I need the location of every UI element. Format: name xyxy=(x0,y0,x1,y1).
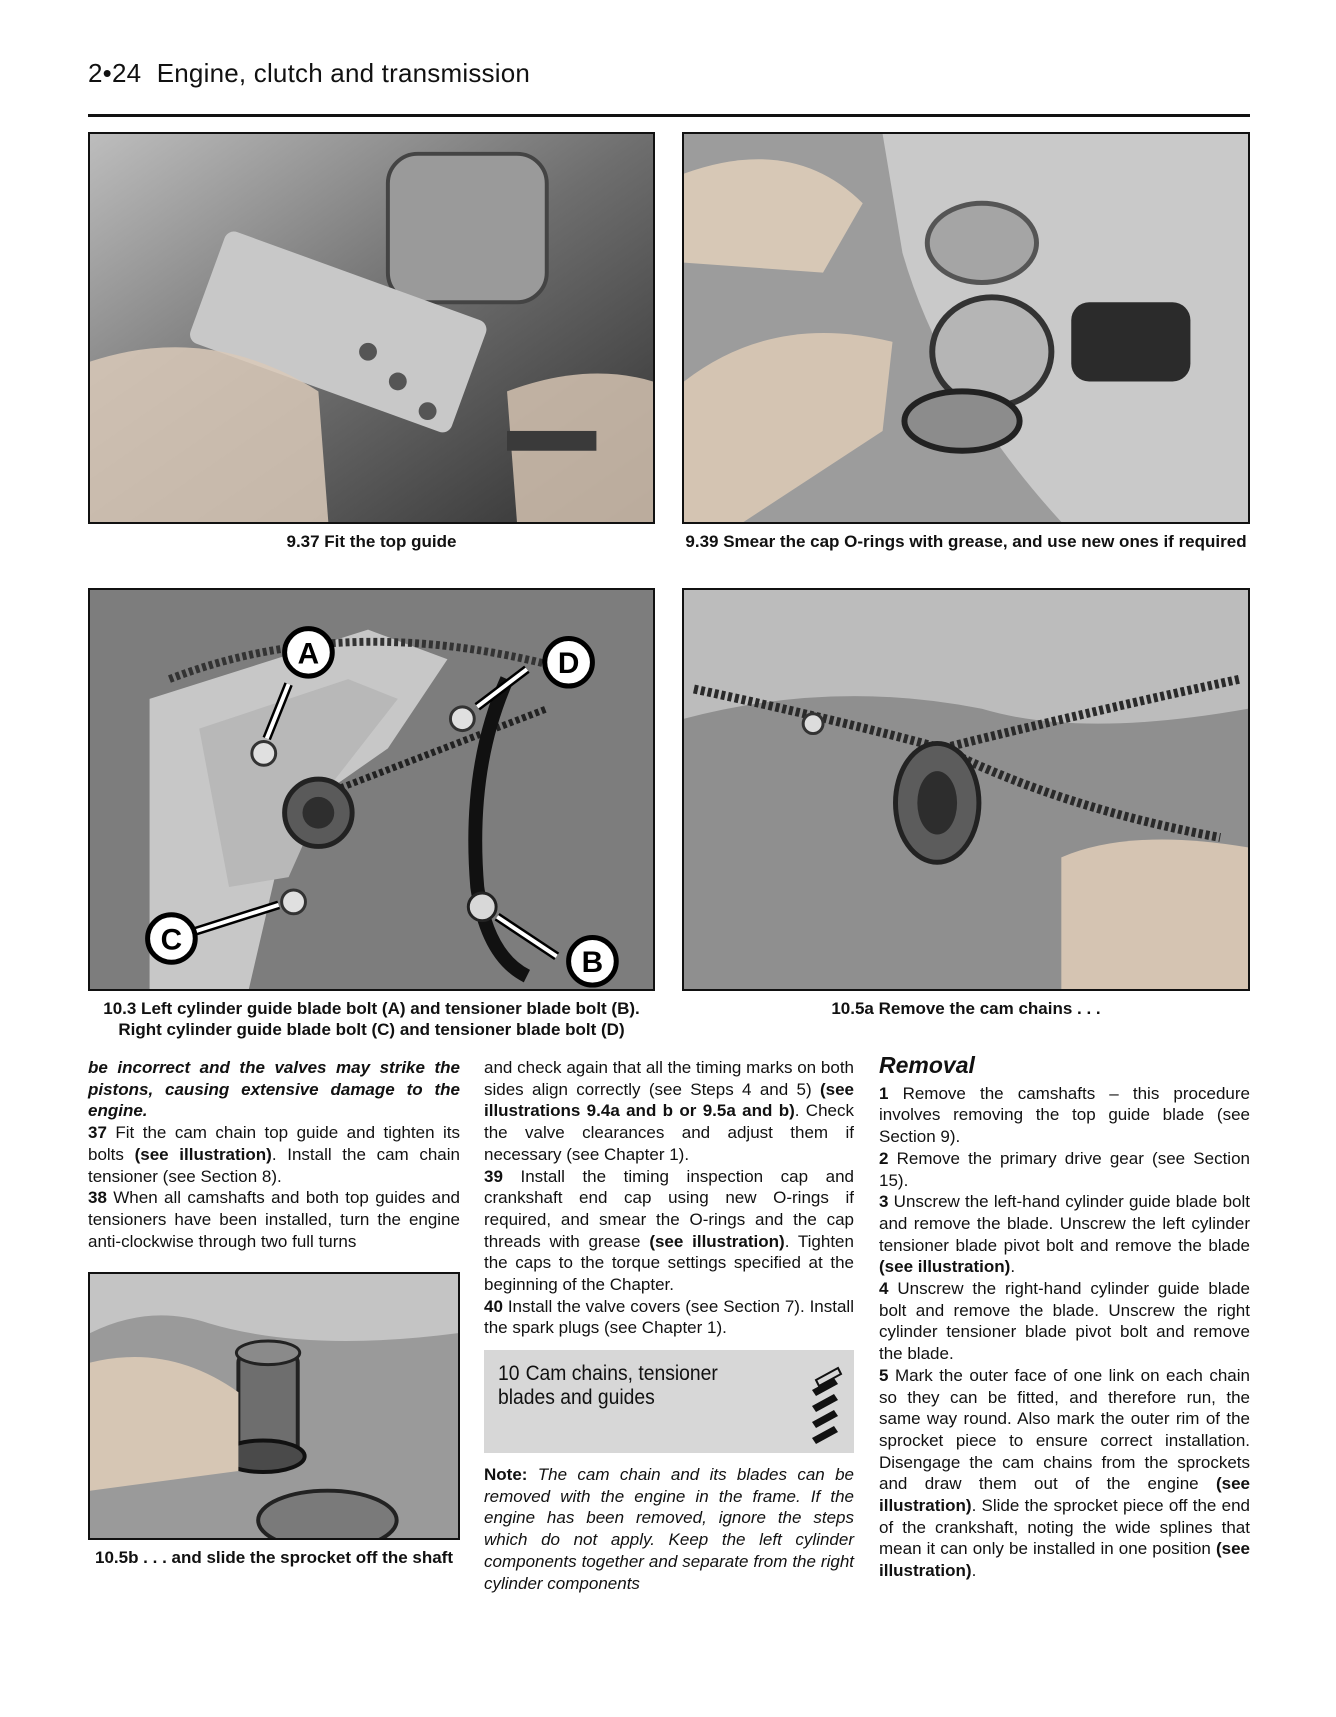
callout-d: D xyxy=(557,647,580,681)
step-39: 39 Install the timing inspection cap and crankshaft end cap using new O-rings if required, and smear the O-rings and the cap threads with grease (see illustration). Tighten the caps to the torque settings specified at the beginning of the Chapter. xyxy=(484,1166,854,1295)
text-column-2 xyxy=(484,1057,854,1339)
note-paragraph xyxy=(484,1464,854,1594)
note-label: Note: xyxy=(484,1465,528,1484)
caption-10-5a: 10.5a Remove the cam chains . . . xyxy=(831,999,1101,1018)
page-header xyxy=(88,58,530,89)
note-text: The cam chain and its blades can be removed with the engine in the frame. If the engine has been removed, ignore the steps which do not apply. Keep the left cylinder components together and separate from the right cylinder components xyxy=(484,1465,854,1593)
text-column-1 xyxy=(88,1057,460,1252)
photo-10-3-blade-bolts xyxy=(88,588,655,991)
step-3: 3 Unscrew the left-hand cylinder guide blade bolt and remove the blade. Unscrew the left cylinder tensioner blade pivot bolt and remove the blade (see illustration). xyxy=(879,1192,1250,1277)
illustration-ref: (see illustration) xyxy=(134,1144,272,1164)
text-column-3 xyxy=(879,1052,1250,1582)
step-37: 37 Fit the cam chain top guide and tighten its bolts (see illustration). Install the cam chain tensioner (see Section 8). xyxy=(88,1123,460,1186)
section-number: 10 xyxy=(498,1362,520,1385)
removal-heading: Removal xyxy=(879,1052,975,1078)
step-4: 4 Unscrew the right-hand cylinder guide blade bolt and remove the blade. Unscrew the right cylinder tensioner blade pivot bolt and remove the blade. xyxy=(879,1279,1250,1364)
illustration-ref: (see illustration) xyxy=(879,1474,1250,1516)
step-38-continued: and check again that all the timing marks on both sides align correctly (see Steps 4 and 5) (see illustrations 9.4a and b or 9.5a and b). Check the valve clearances and adjust them if necessary (see Chapter 1). xyxy=(484,1058,854,1164)
warning-text: be incorrect and the valves may strike the pistons, causing extensive damage to the engine. xyxy=(88,1058,460,1121)
page-number: 2•24 xyxy=(88,58,142,88)
callout-a: A xyxy=(297,637,320,671)
header-rule xyxy=(88,114,1250,117)
callout-b: B xyxy=(581,946,604,980)
caption-9-39: 9.39 Smear the cap O-rings with grease, and use new ones if required xyxy=(685,532,1247,551)
step-5: 5 Mark the outer face of one link on each chain so they can be fitted, and therefore run, the same way round. Also mark the outer rim of the sprocket piece to ensure correct installation. Disengage the cam chains from the sprockets and draw them out of the engine (see illustration). Slide the sprocket piece off the end of the crankshaft, noting the wide splines that mean it can only be installed in one position (see illustration). xyxy=(879,1365,1250,1581)
caption-10-3: 10.3 Left cylinder guide blade bolt (A) and tensioner blade bolt (B). Right cylinder guide blade bolt (C) and tensioner blade bolt (D) xyxy=(103,999,640,1039)
caption-10-5b: 10.5b . . . and slide the sprocket off the shaft xyxy=(94,1548,454,1567)
caption-9-37: 9.37 Fit the top guide xyxy=(286,532,457,551)
illustration-ref: (see illustration) xyxy=(879,1539,1250,1581)
photo-10-5a-remove-cam-chains xyxy=(682,588,1250,991)
photo-10-5b-slide-sprocket xyxy=(88,1272,460,1540)
step-38: 38 When all camshafts and both top guides and tensioners have been installed, turn the engine anti-clockwise through two full turns xyxy=(88,1188,460,1251)
step-1: 1 Remove the camshafts – this procedure involves removing the top guide blade (see Section 9). xyxy=(879,1083,1250,1147)
illustration-ref: (see illustrations 9.4a and b or 9.5a and b) xyxy=(484,1079,854,1121)
photo-9-37-top-guide xyxy=(88,132,655,524)
photo-9-39-cap-o-rings xyxy=(682,132,1250,524)
illustration-ref: (see illustration) xyxy=(879,1257,1011,1277)
chapter-title: Engine, clutch and transmission xyxy=(156,58,531,88)
spanner-difficulty-icon xyxy=(808,1364,844,1444)
callout-c: C xyxy=(160,923,183,957)
step-2: 2 Remove the primary drive gear (see Section 15). xyxy=(879,1148,1250,1190)
step-40: 40 Install the valve covers (see Section 7). Install the spark plugs (see Chapter 1). xyxy=(484,1296,854,1338)
illustration-ref: (see illustration) xyxy=(649,1231,785,1251)
section-title: 10 Cam chains, tensioner blades and guides xyxy=(498,1362,718,1409)
section-heading-box xyxy=(484,1350,854,1453)
